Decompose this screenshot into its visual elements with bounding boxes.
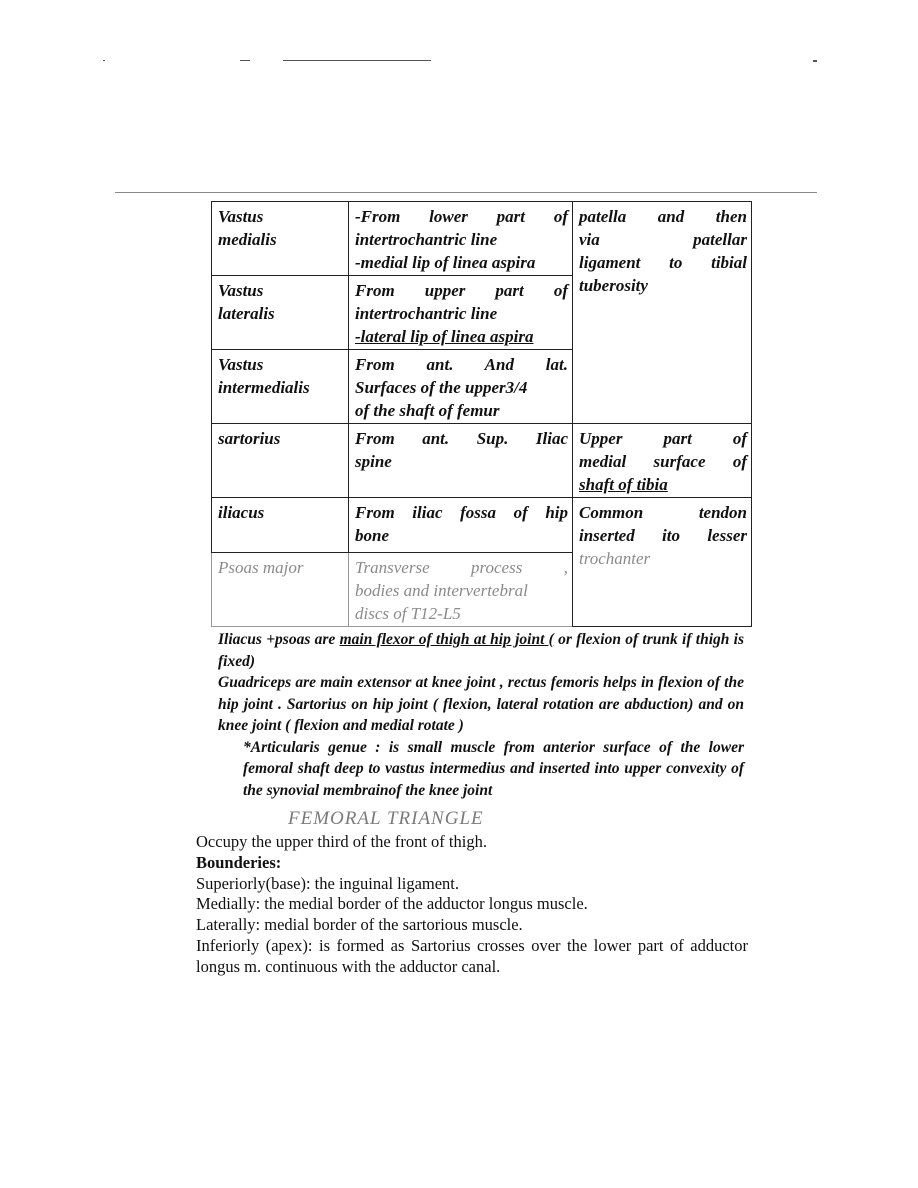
boundary-medial: Medially: the medial border of the adductor longus muscle. (196, 894, 588, 914)
origin-cell: From iliac fossa of hip bone (349, 498, 573, 553)
page-rule (115, 192, 817, 193)
muscle-name-cell: Vastus lateralis (212, 276, 349, 350)
insertion-cell: patella and then via patellar ligament to tibial tuberosity (573, 202, 752, 424)
muscle-name-cell: iliacus (212, 498, 349, 553)
muscle-name-cell: Psoas major (212, 553, 349, 627)
insertion-cell: Common tendon inserted ito lesser trochanter (573, 498, 752, 627)
muscle-name-cell: Vastus intermedialis (212, 350, 349, 424)
boundaries-heading: Bounderies: (196, 852, 282, 872)
origin-cell: From ant. And lat. Surfaces of the upper3/4 of the shaft of femur (349, 350, 573, 424)
origin-cell: -From lower part of intertrochantric line -medial lip of linea aspira (349, 202, 573, 276)
note-articularis-genue: *Articularis genue : is small muscle from anterior surface of the lower femoral shaft deep to vastus intermedius and inserted into upper convexity of the synovial membrainof the knee joint (243, 738, 744, 799)
scan-artifact-dot (240, 60, 250, 61)
femoral-triangle-title: FEMORAL TRIANGLE (288, 808, 484, 829)
table-row (212, 424, 752, 498)
boundary-lateral: Laterally: medial border of the sartorious muscle. (196, 915, 523, 935)
note-iliopsoas: Iliacus +psoas are main flexor of thigh at hip joint ( or flexion of trunk if thigh is fixed) (218, 631, 744, 670)
origin-cell: From ant. Sup. Iliac spine (349, 424, 573, 498)
origin-cell: From upper part of intertrochantric line -lateral lip of linea aspira (349, 276, 573, 350)
origin-cell: Transverse process , bodies and intervertebral discs of T12-L5 (349, 553, 573, 627)
insertion-cell: Upper part of medial surface of shaft of tibia (573, 424, 752, 498)
note-quadriceps: Guadriceps are main extensor at knee joint , rectus femoris helps in flexion of the hip joint . Sartorius on hip joint ( flexion, lateral rotation are abduction) and on knee joint ( flexion and medial rotate ) (218, 674, 744, 734)
femoral-intro: Occupy the upper third of the front of thigh. (196, 832, 487, 851)
femoral-triangle-text (196, 832, 748, 978)
boundary-inferior: Inferiorly (apex): is formed as Sartorius crosses over the lower part of adductor longus m. continuous with the adductor canal. (196, 935, 748, 976)
muscle-name-cell: Vastus medialis (212, 202, 349, 276)
scan-artifact-mark (813, 60, 817, 62)
scan-artifact-line (283, 60, 431, 61)
table-row (212, 202, 752, 276)
scan-artifact-dot (103, 60, 105, 61)
boundary-superior: Superiorly(base): the inguinal ligament. (196, 873, 460, 893)
muscle-table (211, 201, 752, 627)
notes-block (218, 629, 744, 801)
muscle-name-cell: sartorius (212, 424, 349, 498)
table-row (212, 498, 752, 553)
